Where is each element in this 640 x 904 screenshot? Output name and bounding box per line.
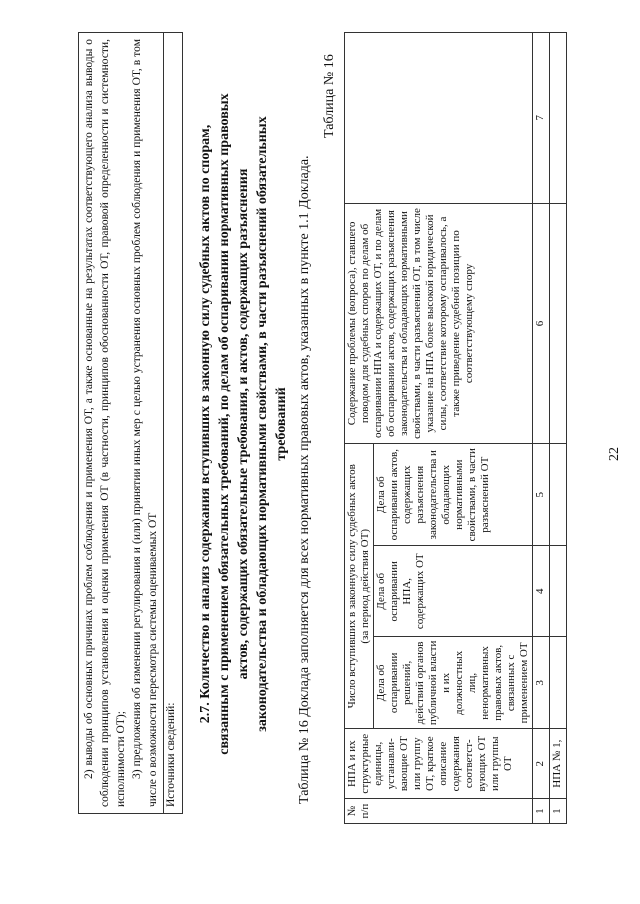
header-clarification-disputes: Дела об оспаривании актов, содержащих разъяснения законодательства и обладающих нормативными свойствами, в части разъяснений ОТ <box>374 444 533 546</box>
sources-label: Источники сведений: <box>163 33 182 813</box>
proposals-paragraph: 3) предложения об изменении регулирования и (или) принятии иных мер с целью устранения основных проблем соблюдения и применения ОТ, в том числе о возможности пересмотра системы оцениваемых ОТ <box>131 39 159 807</box>
column-number: 4 <box>533 546 550 637</box>
column-number: 1 <box>533 799 550 824</box>
column-number: 3 <box>533 637 550 729</box>
table-cell <box>550 444 567 546</box>
section-heading <box>196 44 291 804</box>
court-acts-table <box>344 32 567 824</box>
header-empty <box>345 33 533 204</box>
header-npa: НПА и их структурные единицы, устанавли-вающие ОТ или группу ОТ, краткое описание содержания соответст-вующих ОТ или группы ОТ <box>345 729 533 799</box>
header-problem-content: Содержание проблемы (вопроса), ставшего поводом для судебных споров по делам об оспаривании НПА и содержащих ОТ, и по делам об оспаривании актов, содержащих разъяснения законодательства и обладающих нормативными свойствами, в части разъяснений ОТ, в том числе указание на НПА более высокой юридической силы, соответствие которому оспаривалось, а также приведение судебной позиции по соответствующему спору <box>345 203 533 444</box>
column-number: 5 <box>533 444 550 546</box>
column-number-row <box>533 33 550 824</box>
column-number: 7 <box>533 33 550 204</box>
row-index: 1 <box>550 799 567 824</box>
header-group-line: (за период действия ОТ) <box>359 529 371 644</box>
table-cell <box>550 637 567 729</box>
header-npa-disputes: Дела об оспаривании НПА, содержащих ОТ <box>374 546 533 637</box>
column-number: 6 <box>533 203 550 444</box>
table-header-row <box>345 33 374 824</box>
table-cell <box>550 546 567 637</box>
table-row <box>550 33 567 824</box>
header-court-acts-group <box>345 444 374 729</box>
header-number: № п/п <box>345 799 533 824</box>
table-intro-text: Таблица № 16 Доклада заполняется для всех нормативных правовых актов, указанных в пункте 1.1 Доклада. <box>297 155 312 804</box>
page-number: 22 <box>607 447 622 461</box>
table-cell <box>550 203 567 444</box>
conclusions-paragraph: 2) выводы об основных причинах проблем соблюдения и применения ОТ, а также основанные на результатах соответствующего анализа выводы о соблюдении принципов установления и оценки применения ОТ (в частности, принципов обоснованности ОТ, правовой определенности и системности, исполнимости ОТ); <box>83 39 127 807</box>
table-caption: Таблица № 16 <box>322 54 337 138</box>
previous-table-body <box>79 33 163 813</box>
section-heading-line: актов, содержащих обязательные требования, и актов, содержащих разъяснения <box>236 168 251 680</box>
section-heading-line: требований <box>274 387 289 461</box>
previous-table-fragment <box>78 32 183 814</box>
section-heading-line: 2.7. Количество и анализ содержания вступивших в законную силу судебных актов по спорам, <box>198 124 213 724</box>
section-heading-line: связанным с применением обязательных требований, по делам об оспаривании нормативных правовых <box>217 93 232 755</box>
section-heading-line: законодательства и обладающих нормативными свойствами, в части разъяснений обязательных <box>255 116 270 732</box>
header-group-line: Число вступивших в законную силу судебных актов <box>346 464 358 709</box>
header-decisions-disputes: Дела об оспаривании решений, действий органов публичной власти и их должностных лиц, ненормативных правовых актов, связанных с применением ОТ <box>374 637 533 729</box>
table-cell <box>550 33 567 204</box>
row-npa: НПА № 1, <box>550 729 567 799</box>
column-number: 2 <box>533 729 550 799</box>
